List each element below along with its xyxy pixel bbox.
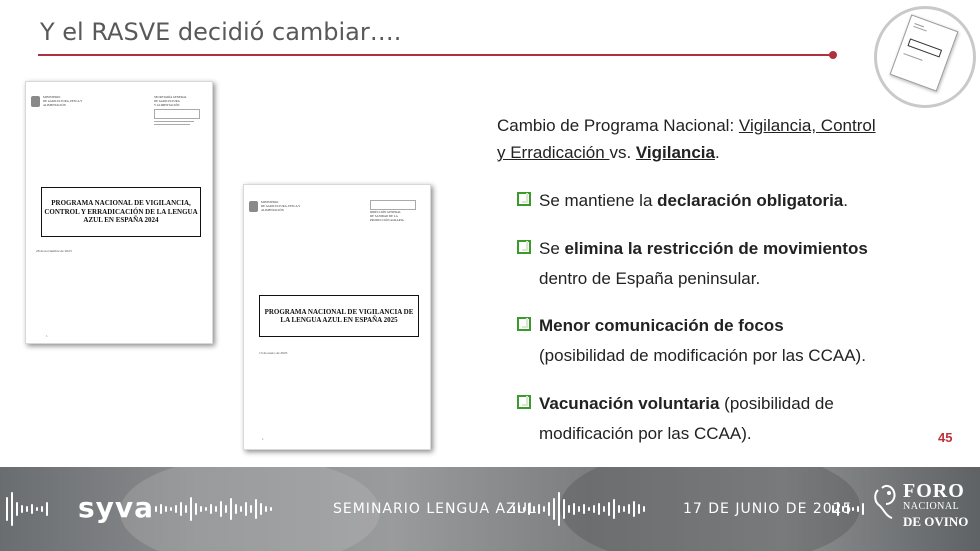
slide-title: Y el RASVE decidió cambiar….: [40, 18, 402, 46]
document-page-number: 1: [262, 437, 264, 441]
ministry-header: MINISTERIO DE AGRICULTURA, PESCA Y ALIMENTACIÓN: [261, 200, 301, 212]
soundwave-icon: [155, 489, 272, 529]
list-item: Vacunación voluntaria (posibilidad de modificación por las CCAA).: [539, 389, 834, 449]
document-page-number: 1: [46, 334, 48, 338]
checkbox-bullet-icon: [517, 192, 531, 206]
coat-of-arms-icon: [249, 201, 258, 212]
coat-of-arms-icon: [31, 96, 40, 107]
document-title-box: PROGRAMA NACIONAL DE VIGILANCIA, CONTROL Y ERRADICACIÓN DE LA LENGUA AZUL EN ESPAÑA 2024: [41, 187, 201, 237]
title-divider: [38, 54, 833, 56]
department-header: SECRETARÍA GENERAL DE AGRICULTURA Y ALIMENTACIÓN: [154, 95, 187, 107]
department-header: DIRECCIÓN GENERAL DE SANIDAD DE LA PRODUCCIÓN AGRARIA: [370, 210, 404, 222]
checkbox-bullet-icon: [517, 317, 531, 331]
event-date: 17 DE JUNIO DE 2025: [683, 501, 853, 517]
document-date: 28 de noviembre de 2023: [36, 249, 72, 253]
document-date: 13 de enero de 2025: [259, 351, 288, 355]
list-item: Menor comunicación de focos (posibilidad de modificación por las CCAA).: [539, 311, 866, 371]
checkbox-bullet-icon: [517, 395, 531, 409]
page-number: 45: [938, 430, 953, 445]
syva-logo: syva: [78, 491, 155, 524]
document-thumbnail-badge: [874, 6, 976, 108]
document-icon: [890, 14, 959, 91]
soundwave-icon: [6, 489, 48, 529]
foro-nacional-logo: FORO NACIONAL DE OVINO: [903, 480, 969, 529]
document-2024: [25, 81, 213, 344]
list-item: Se mantiene la declaración obligatoria.: [539, 186, 848, 216]
program-change-intro: Cambio de Programa Nacional: Vigilancia, Control y Erradicación vs. Vigilancia.: [497, 116, 876, 162]
sheep-logo-icon: [872, 480, 900, 520]
checkbox-bullet-icon: [517, 240, 531, 254]
title-divider-dot: [829, 51, 837, 59]
list-item: Se elimina la restricción de movimientos dentro de España peninsular.: [539, 234, 868, 294]
document-2025: [243, 184, 431, 450]
ministry-header: MINISTERIO DE AGRICULTURA, PESCA Y ALIMENTACIÓN: [43, 95, 83, 107]
event-name: SEMINARIO LENGUA AZUL: [333, 501, 537, 517]
document-title-box: PROGRAMA NACIONAL DE VIGILANCIA DE LA LENGUA AZUL EN ESPAÑA 2025: [259, 295, 419, 337]
